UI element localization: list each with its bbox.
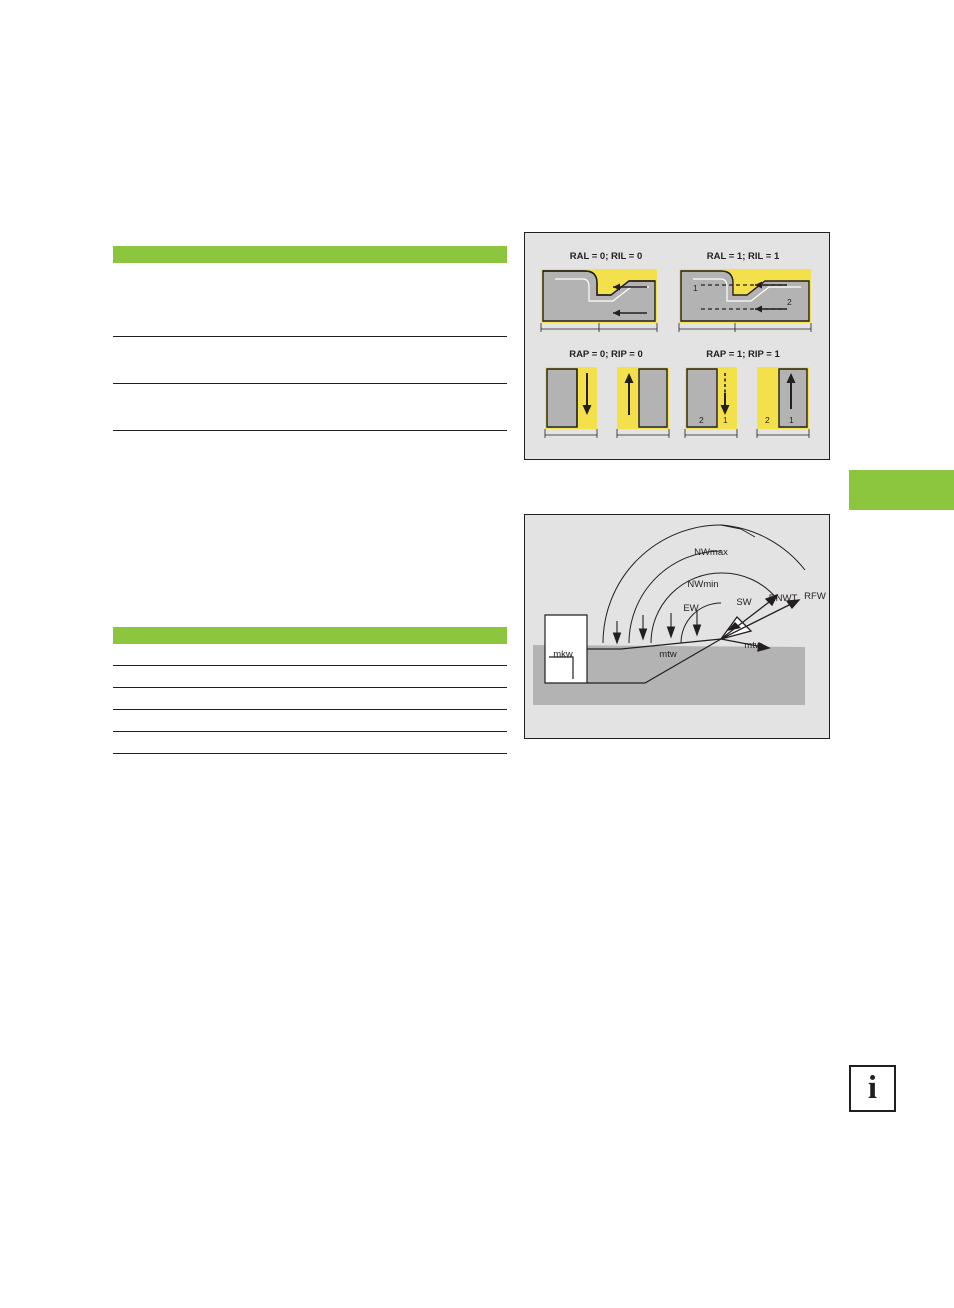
table-cell bbox=[113, 384, 507, 387]
table-cell bbox=[113, 644, 507, 647]
table-row bbox=[113, 688, 507, 710]
table-cell bbox=[113, 666, 507, 669]
figure-2-label-mtw-right: mtw bbox=[744, 640, 762, 651]
figure-1-marker-2b: 2 bbox=[699, 415, 704, 425]
table-row bbox=[113, 644, 507, 666]
approach-departure-figure bbox=[524, 232, 830, 460]
figure-2-label-nwmax: NWmax bbox=[694, 547, 728, 558]
fig1-panel-top-right bbox=[679, 269, 811, 332]
fig1-panel-bottom-left bbox=[545, 367, 669, 438]
tool-angle-figure bbox=[524, 514, 830, 739]
figure-2-label-rfw: RFW bbox=[804, 591, 826, 602]
table-row bbox=[113, 263, 507, 337]
figure-2-label-nwmin: NWmin bbox=[687, 579, 719, 590]
figure-2-label-sw: SW bbox=[736, 597, 752, 608]
figure-2-label-rnwt: RNWT bbox=[768, 593, 798, 604]
figure-1-marker-2: 2 bbox=[787, 297, 792, 307]
fig1-panel-top-left bbox=[541, 269, 657, 332]
table-row bbox=[113, 337, 507, 384]
figure-2-graphic bbox=[525, 515, 829, 738]
table-row bbox=[113, 710, 507, 732]
table-row bbox=[113, 666, 507, 688]
table-row bbox=[113, 384, 507, 431]
table-cell bbox=[113, 263, 507, 266]
chapter-thumb-tab bbox=[849, 470, 954, 510]
figure-1-caption-ral1: RAL = 1; RIL = 1 bbox=[706, 251, 780, 262]
table-row bbox=[113, 732, 507, 754]
figure-2-label-mtw-left: mtw bbox=[659, 649, 677, 660]
figure-1-marker-1c: 1 bbox=[789, 415, 794, 425]
table-2-header-bar bbox=[113, 627, 507, 644]
fig1-panel-bottom-right bbox=[685, 367, 809, 438]
figure-2-label-ew: EW bbox=[683, 603, 699, 614]
figure-1-caption-rap0: RAP = 0; RIP = 0 bbox=[569, 349, 643, 360]
figure-1-marker-2c: 2 bbox=[765, 415, 770, 425]
info-icon bbox=[849, 1065, 896, 1112]
table-cell bbox=[113, 710, 507, 713]
table-2-header-label bbox=[113, 628, 119, 643]
figure-2-label-mkw: mkw bbox=[553, 649, 573, 660]
table-1-header-bar bbox=[113, 246, 507, 263]
parameter-table-2 bbox=[113, 627, 507, 754]
table-1-header-label bbox=[113, 247, 119, 262]
figure-1-marker-1b: 1 bbox=[723, 415, 728, 425]
figure-1-caption-ral0: RAL = 0; RIL = 0 bbox=[569, 251, 643, 262]
table-cell bbox=[113, 688, 507, 691]
figure-1-graphic bbox=[525, 233, 829, 459]
info-icon-glyph: i bbox=[867, 1070, 878, 1106]
table-cell bbox=[113, 337, 507, 340]
figure-1-caption-rap1: RAP = 1; RIP = 1 bbox=[706, 349, 780, 360]
table-cell bbox=[113, 732, 507, 735]
parameter-table-1 bbox=[113, 246, 507, 431]
figure-1-marker-1: 1 bbox=[693, 283, 698, 293]
